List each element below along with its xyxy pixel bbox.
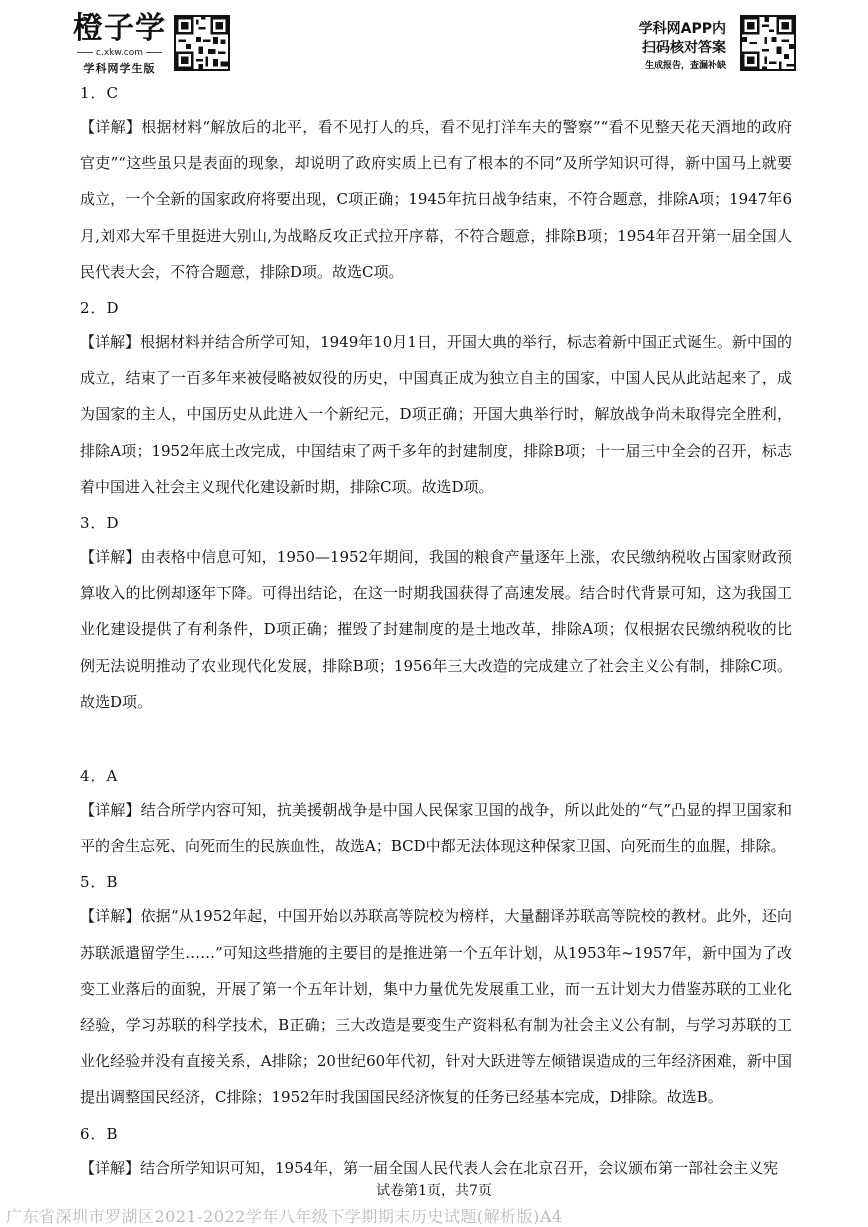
question-number: 3．D [80, 514, 120, 533]
page-footer: 试卷第1页，共7页 [376, 1183, 492, 1199]
document-watermark: 广东省深圳市罗湖区2021-2022学年八年级下学期期末历史试题(解析版)A4 [6, 1207, 563, 1226]
app-scan-subtitle: 扫码核对答案 [642, 40, 726, 56]
app-scan-note: 生成报告，查漏补缺 [644, 61, 726, 71]
logo-url: c.xkw.com [72, 48, 167, 58]
app-scan-title: 学科网APP内 [638, 21, 726, 37]
question-explanation: 【详解】依据“从1952年起，中国开始以苏联高等院校为榜样，大量翻译苏联高等院校的教材。此外，还向苏联派遣留学生……”可知这些措施的主要目的是推进第一个五年计划，从1953年~1957年，新中国为了改变工业落后的面貌，开展了第一个五年计划，集中力量优先发展重工业，而一五计划大力借鉴苏联的工业化经验，学习苏联的科学技术，B正确；三大改造是要变生产资料私有制为社会主义公有制，与学习苏联的工业化经验并没有直接关系，A排除；20世纪60年代初，针对大跃进等左倾错误造成的三年经济困难，新中国提出调整国民经济，C排除；1952年时我国国民经济恢复的任务已经基本完成，D排除。故选B。 [80, 907, 792, 1107]
question-number: 4．A [80, 767, 119, 786]
question-explanation: 【详解】根据材料“解放后的北平，看不见打人的兵，看不见打洋车夫的警察”“看不见整天花天酒地的政府官吏”“这些虽只是表面的现象，却说明了政府实质上已有了根本的不同”及所学知识可得，新中国马上就要成立，一个全新的国家政府将要出现，C项正确；1945年抗日战争结束，不符合题意，排除A项；1947年6月,刘邓大军千里挺进大别山,为战略反攻正式拉开序幕，不符合题意，排除B项；1954年召开第一届全国人民代表大会，不符合题意，排除D项。故选C项。 [80, 118, 792, 281]
qr-code-icon[interactable] [174, 15, 230, 71]
question-explanation: 【详解】根据材料并结合所学可知，1949年10月1日，开国大典的举行，标志着新中国正式诞生。新中国的成立，结束了一百多年来被侵略被奴役的历史，中国真正成为独立自主的国家，中国人民从此站起来了，成为国家的主人，中国历史从此进入一个新纪元，D项正确；开国大典举行时，解放战争尚未取得完全胜利，排除A项；1952年底土改完成，中国结束了两千多年的封建制度，排除B项；十一届三中全会的召开，标志着中国进入社会主义现代化建设新时期，排除C项。故选D项。 [80, 333, 792, 496]
question-number: 2．D [80, 299, 120, 318]
header-app-block [576, 12, 796, 74]
answer-content [80, 75, 792, 1186]
question-explanation: 【详解】结合所学知识可知，1954年，第一届全国人民代表人会在北京召开，会议颁布第一部社会主义宪 [80, 1158, 779, 1177]
logo-text: 橙子学 [73, 11, 166, 46]
question-explanation: 【详解】结合所学内容可知，抗美援朝战争是中国人民保家卫国的战争，所以此处的“气”凸显的捍卫国家和平的舍生忘死、向死而生的民族血性，故选A；BCD中都无法体现这种保家卫国、向死而生的血腥，排除。 [80, 801, 792, 856]
header-logo-block [72, 12, 242, 74]
question-explanation: 【详解】由表格中信息可知，1950—1952年期间，我国的粮食产量逐年上涨，农民缴纳税收占国家财政预算收入的比例却逐年下降。可得出结论，在这一时期我国获得了高速发展。结合时代背景可知，这为我国工业化建设提供了有利条件，D项正确；摧毁了封建制度的是土地改革，排除A项；仅根据农民缴纳税收的比例无法说明推动了农业现代化发展，排除B项；1956年三大改造的完成建立了社会主义公有制，排除C项。故选D项。 [80, 548, 792, 711]
logo-subtitle: 学科网学生版 [83, 62, 156, 75]
question-number: 1．C [80, 84, 120, 102]
spacer [80, 720, 792, 758]
question-number: 6．B [80, 1124, 119, 1143]
question-number: 5．B [80, 873, 119, 892]
qr-code-icon[interactable] [740, 15, 796, 71]
